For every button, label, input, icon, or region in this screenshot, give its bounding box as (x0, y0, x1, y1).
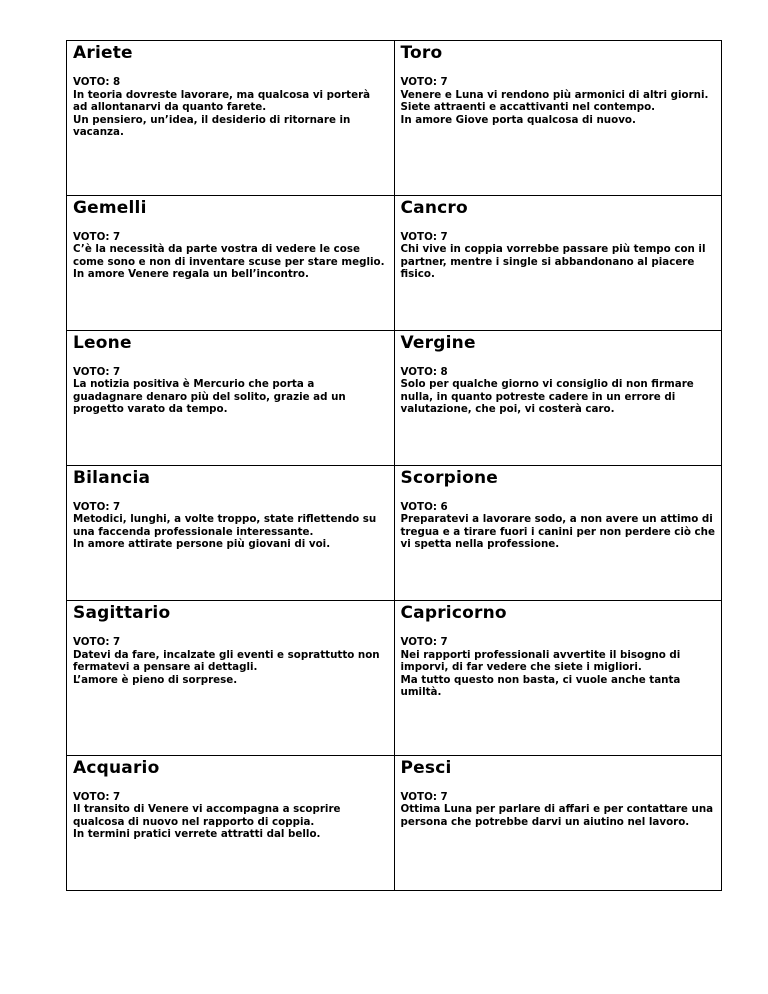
sign-name: Sagittario (73, 603, 171, 624)
sign-forecast: VOTO: 7 Datevi da fare, incalzate gli eventi e soprattutto non fermatevi a pensare ai dettagli. L’amore è pieno di sorprese. (73, 636, 380, 686)
table-row (67, 41, 722, 196)
horoscope-table (66, 40, 722, 891)
sign-cell-vergine (394, 330, 722, 465)
sign-cell-ariete (67, 41, 395, 196)
table-row (67, 465, 722, 600)
sign-forecast: VOTO: 7 Metodici, lunghi, a volte troppo, state riflettendo su una faccenda professionale interessante. In amore attirate persone più giovani di voi. (73, 500, 377, 551)
sign-forecast: VOTO: 7 Chi vive in coppia vorrebbe passare più tempo con il partner, mentre i single si abbandonano al piacere fisico. (400, 230, 706, 281)
sign-forecast: VOTO: 6 Preparatevi a lavorare sodo, a non avere un attimo di tregua e a tirare fuori i canini per non perdere ciò che vi spetta nella professione. (400, 500, 715, 551)
sign-forecast: VOTO: 8 Solo per qualche giorno vi consiglio di non firmare nulla, in quanto potreste cadere in un errore di valutazione, che poi, vi costerà caro. (400, 365, 694, 416)
sign-forecast: VOTO: 7 C’è la necessità da parte vostra di vedere le cose come sono e non di inventare scuse per stare meglio. In amore Venere regala un bell’incontro. (73, 230, 385, 281)
sign-name: Acquario (73, 757, 160, 778)
sign-forecast: VOTO: 7 Nei rapporti professionali avvertite il bisogno di imporvi, di far vedere che siete i migliori. Ma tutto questo non basta, ci vuole anche tanta umiltà. (400, 636, 681, 699)
sign-forecast: VOTO: 7 Ottima Luna per parlare di affari e per contattare una persona che potrebbe darvi un aiutino nel lavoro. (400, 790, 714, 828)
sign-forecast: VOTO: 8 In teoria dovreste lavorare, ma qualcosa vi porterà ad allontanarvi da quanto farete. Un pensiero, un’idea, il desiderio di ritornare in vacanza. (73, 76, 371, 138)
table-row (67, 601, 722, 756)
sign-forecast: VOTO: 7 Il transito di Venere vi accompagna a scoprire qualcosa di nuovo nel rapporto di coppia. In termini pratici verrete attratti dal bello. (73, 790, 341, 841)
sign-cell-gemelli (67, 195, 395, 330)
table-row (67, 195, 722, 330)
sign-cell-sagittario (67, 601, 395, 756)
sign-forecast: VOTO: 7 La notizia positiva è Mercurio che porta a guadagnare denaro più del solito, grazie ad un progetto varato da tempo. (73, 365, 346, 416)
sign-name: Ariete (73, 43, 133, 63)
sign-name: Toro (400, 43, 443, 63)
sign-name: Bilancia (73, 467, 151, 488)
sign-cell-bilancia (67, 465, 395, 600)
sign-cell-pesci (394, 755, 722, 890)
sign-forecast: VOTO: 7 Venere e Luna vi rendono più armonici di altri giorni. Siete attraenti e accattivanti nel contempo. In amore Giove porta qualcosa di nuovo. (400, 76, 709, 126)
sign-name: Pesci (400, 757, 452, 778)
sign-name: Gemelli (73, 197, 147, 218)
table-row (67, 330, 722, 465)
sign-name: Cancro (400, 197, 468, 218)
table-row (67, 755, 722, 890)
sign-cell-cancro (394, 195, 722, 330)
sign-name: Vergine (400, 332, 476, 353)
sign-cell-capricorno (394, 601, 722, 756)
sign-cell-leone (67, 330, 395, 465)
sign-name: Leone (73, 332, 132, 353)
sign-cell-scorpione (394, 465, 722, 600)
sign-name: Capricorno (400, 603, 507, 624)
sign-name: Scorpione (400, 467, 498, 488)
sign-cell-toro (394, 41, 722, 196)
sign-cell-acquario (67, 755, 395, 890)
